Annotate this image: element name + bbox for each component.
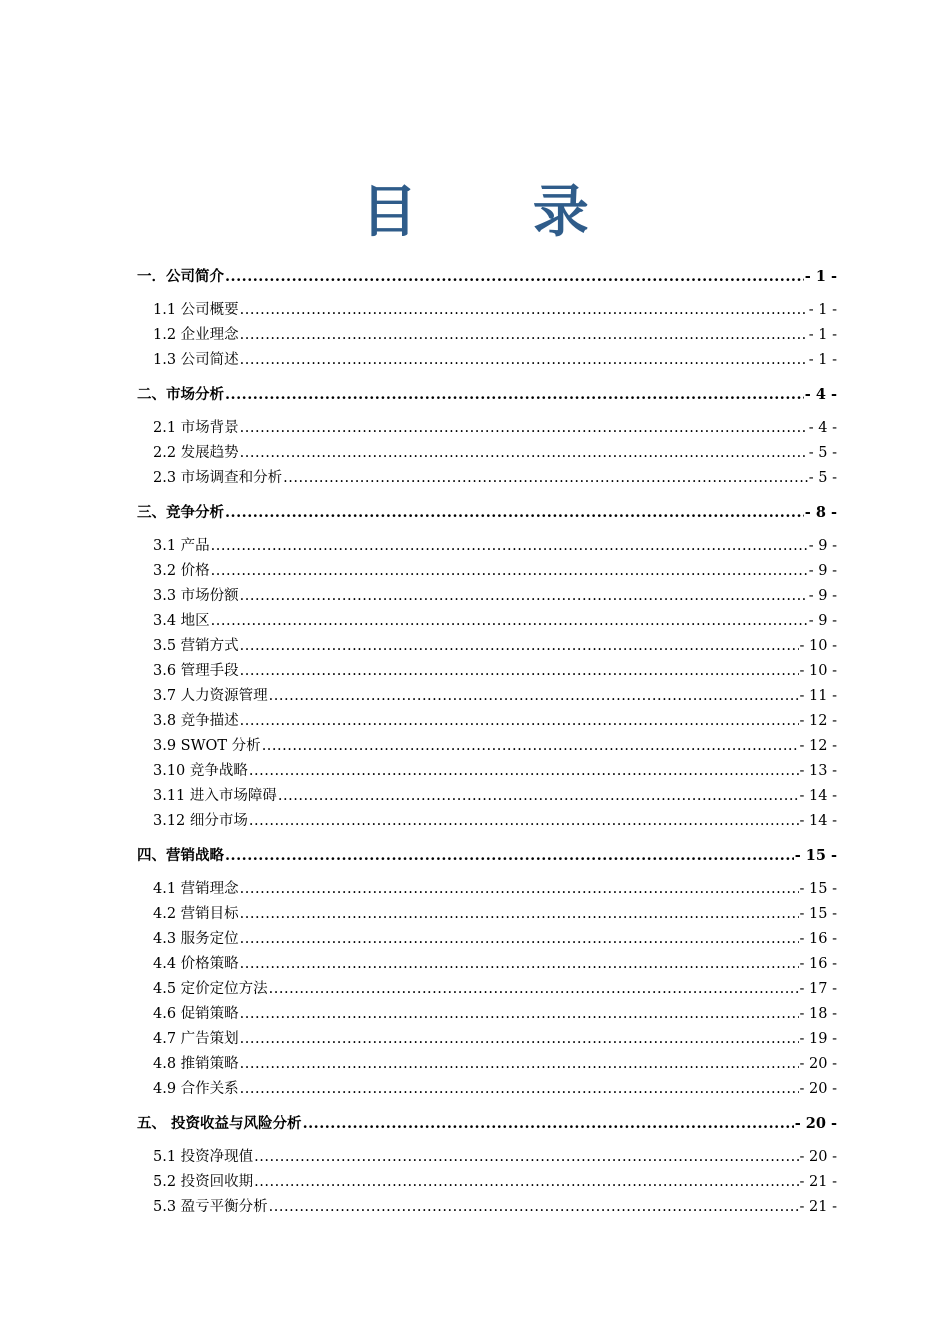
toc-entry-label: 2.2 发展趋势 [153,445,239,461]
toc-entry-label: 四、营销战略 [137,847,224,864]
toc-entry-label: 5.1 投资净现值 [153,1149,254,1165]
toc-entry-label: 4.2 营销目标 [153,906,239,922]
toc-section-entry[interactable] [137,1052,837,1077]
toc-entry-label: 五、 投资收益与风险分析 [137,1115,302,1132]
toc-page-number: - 21 - [799,1199,837,1215]
toc-page-number: - 9 - [808,613,837,629]
toc-page-number: - 5 - [808,445,837,461]
toc-dot-leader [269,1195,799,1220]
toc-dot-leader [269,977,799,1002]
toc-page-number: - 1 - [804,268,837,285]
toc-section-entry[interactable] [137,323,837,348]
toc-dot-leader [240,634,799,659]
toc-dot-leader [249,759,799,784]
toc-page-number: - 18 - [799,1006,837,1022]
toc-dot-leader [211,609,808,634]
toc-entry-label: 3.7 人力资源管理 [153,688,268,704]
toc-section-entry[interactable] [137,298,837,323]
toc-dot-leader [240,348,808,373]
toc-section-entry[interactable] [137,902,837,927]
toc-entry-label: 4.3 服务定位 [153,931,239,947]
toc-page-number: - 9 - [808,563,837,579]
toc-page-number: - 9 - [808,538,837,554]
toc-entry-label: 1.3 公司简述 [153,352,239,368]
toc-entry-label: 1.1 公司概要 [153,302,239,318]
toc-dot-leader [240,927,799,952]
toc-section-entry[interactable] [137,466,837,491]
toc-entry-label: 4.1 营销理念 [153,881,239,897]
toc-entry-label: 3.1 产品 [153,538,210,554]
toc-entry-label: 3.5 营销方式 [153,638,239,654]
toc-section-entry[interactable] [137,659,837,684]
toc-chapter-entry[interactable] [137,1111,837,1136]
toc-dot-leader [262,734,799,759]
page-title: 目 录 [361,180,637,245]
toc-dot-leader [269,684,799,709]
toc-section-entry[interactable] [137,441,837,466]
toc-page-number: - 17 - [799,981,837,997]
toc-dot-leader [240,441,808,466]
toc-entry-label: 4.7 广告策划 [153,1031,239,1047]
toc-section-entry[interactable] [137,809,837,834]
toc-dot-leader [240,877,799,902]
toc-dot-leader [225,500,804,525]
toc-page-number: - 14 - [799,788,837,804]
toc-page-number: - 21 - [799,1174,837,1190]
toc-section-entry[interactable] [137,952,837,977]
toc-entry-label: 3.9 SWOT 分析 [153,738,261,754]
toc-section-entry[interactable] [137,534,837,559]
toc-page-number: - 8 - [804,504,837,521]
toc-section-entry[interactable] [137,348,837,373]
toc-entry-label: 4.5 定价定位方法 [153,981,268,997]
toc-chapter-entry[interactable] [137,264,837,289]
toc-page-number: - 4 - [804,386,837,403]
toc-page-number: - 20 - [799,1056,837,1072]
toc-page-number: - 12 - [799,738,837,754]
toc-chapter-entry[interactable] [137,500,837,525]
toc-page-number: - 1 - [808,302,837,318]
toc-entry-label: 3.12 细分市场 [153,813,248,829]
toc-entry-label: 三、竞争分析 [137,504,224,521]
toc-chapter-entry[interactable] [137,843,837,868]
toc-section-entry[interactable] [137,584,837,609]
toc-page-number: - 15 - [799,881,837,897]
toc-section-entry[interactable] [137,877,837,902]
toc-section-entry[interactable] [137,759,837,784]
toc-section-entry[interactable] [137,1145,837,1170]
toc-dot-leader [240,1077,799,1102]
toc-entry-label: 4.8 推销策略 [153,1056,239,1072]
toc-section-entry[interactable] [137,416,837,441]
toc-dot-leader [254,1170,798,1195]
toc-section-entry[interactable] [137,784,837,809]
toc-page-number: - 14 - [799,813,837,829]
toc-entry-label: 一．公司简介 [137,268,224,285]
toc-section-entry[interactable] [137,559,837,584]
toc-entry-label: 2.3 市场调查和分析 [153,470,283,486]
toc-page-number: - 20 - [799,1149,837,1165]
toc-entry-label: 3.4 地区 [153,613,210,629]
toc-page-number: - 16 - [799,956,837,972]
toc-page-number: - 15 - [799,906,837,922]
toc-page-number: - 13 - [799,763,837,779]
toc-page-number: - 16 - [799,931,837,947]
toc-entry-label: 1.2 企业理念 [153,327,239,343]
toc-dot-leader [240,902,799,927]
toc-entry-label: 二、市场分析 [137,386,224,403]
toc-section-entry[interactable] [137,1002,837,1027]
toc-dot-leader [278,784,799,809]
toc-page-number: - 1 - [808,327,837,343]
toc-page-number: - 20 - [794,1115,837,1132]
toc-section-entry[interactable] [137,634,837,659]
toc-section-entry[interactable] [137,684,837,709]
toc-dot-leader [240,659,799,684]
toc-page-number: - 5 - [808,470,837,486]
toc-dot-leader [303,1111,794,1136]
toc-entry-label: 5.2 投资回收期 [153,1174,254,1190]
toc-section-entry[interactable] [137,609,837,634]
toc-section-entry[interactable] [137,1027,837,1052]
toc-dot-leader [254,1145,798,1170]
toc-page-number: - 9 - [808,588,837,604]
toc-dot-leader [240,323,808,348]
toc-dot-leader [240,709,799,734]
toc-section-entry[interactable] [137,709,837,734]
toc-page-number: - 11 - [799,688,837,704]
toc-page-number: - 10 - [799,638,837,654]
toc-entry-label: 4.9 合作关系 [153,1081,239,1097]
table-of-contents [137,264,837,1220]
toc-entry-label: 3.2 价格 [153,563,210,579]
toc-dot-leader [225,264,804,289]
toc-section-entry[interactable] [137,1195,837,1220]
toc-dot-leader [240,1052,799,1077]
toc-entry-label: 3.10 竞争战略 [153,763,248,779]
toc-page-number: - 15 - [794,847,837,864]
toc-page-number: - 19 - [799,1031,837,1047]
toc-dot-leader [225,382,804,407]
toc-section-entry[interactable] [137,734,837,759]
toc-section-entry[interactable] [137,977,837,1002]
toc-section-entry[interactable] [137,1170,837,1195]
toc-entry-label: 4.4 价格策略 [153,956,239,972]
toc-entry-label: 3.11 进入市场障碍 [153,788,277,804]
toc-dot-leader [240,952,799,977]
toc-dot-leader [225,843,794,868]
toc-dot-leader [211,534,808,559]
toc-section-entry[interactable] [137,1077,837,1102]
toc-entry-label: 2.1 市场背景 [153,420,239,436]
toc-entry-label: 3.3 市场份额 [153,588,239,604]
toc-entry-label: 3.6 管理手段 [153,663,239,679]
toc-section-entry[interactable] [137,927,837,952]
toc-entry-label: 3.8 竞争描述 [153,713,239,729]
toc-page-number: - 4 - [808,420,837,436]
toc-dot-leader [240,416,808,441]
toc-page-number: - 1 - [808,352,837,368]
toc-dot-leader [240,298,808,323]
toc-dot-leader [240,1002,799,1027]
toc-dot-leader [240,584,808,609]
toc-entry-label: 4.6 促销策略 [153,1006,239,1022]
toc-chapter-entry[interactable] [137,382,837,407]
toc-entry-label: 5.3 盈亏平衡分析 [153,1199,268,1215]
toc-dot-leader [249,809,799,834]
toc-dot-leader [211,559,808,584]
toc-dot-leader [240,1027,799,1052]
toc-dot-leader [283,466,808,491]
toc-page-number: - 20 - [799,1081,837,1097]
toc-page-number: - 12 - [799,713,837,729]
toc-page-number: - 10 - [799,663,837,679]
